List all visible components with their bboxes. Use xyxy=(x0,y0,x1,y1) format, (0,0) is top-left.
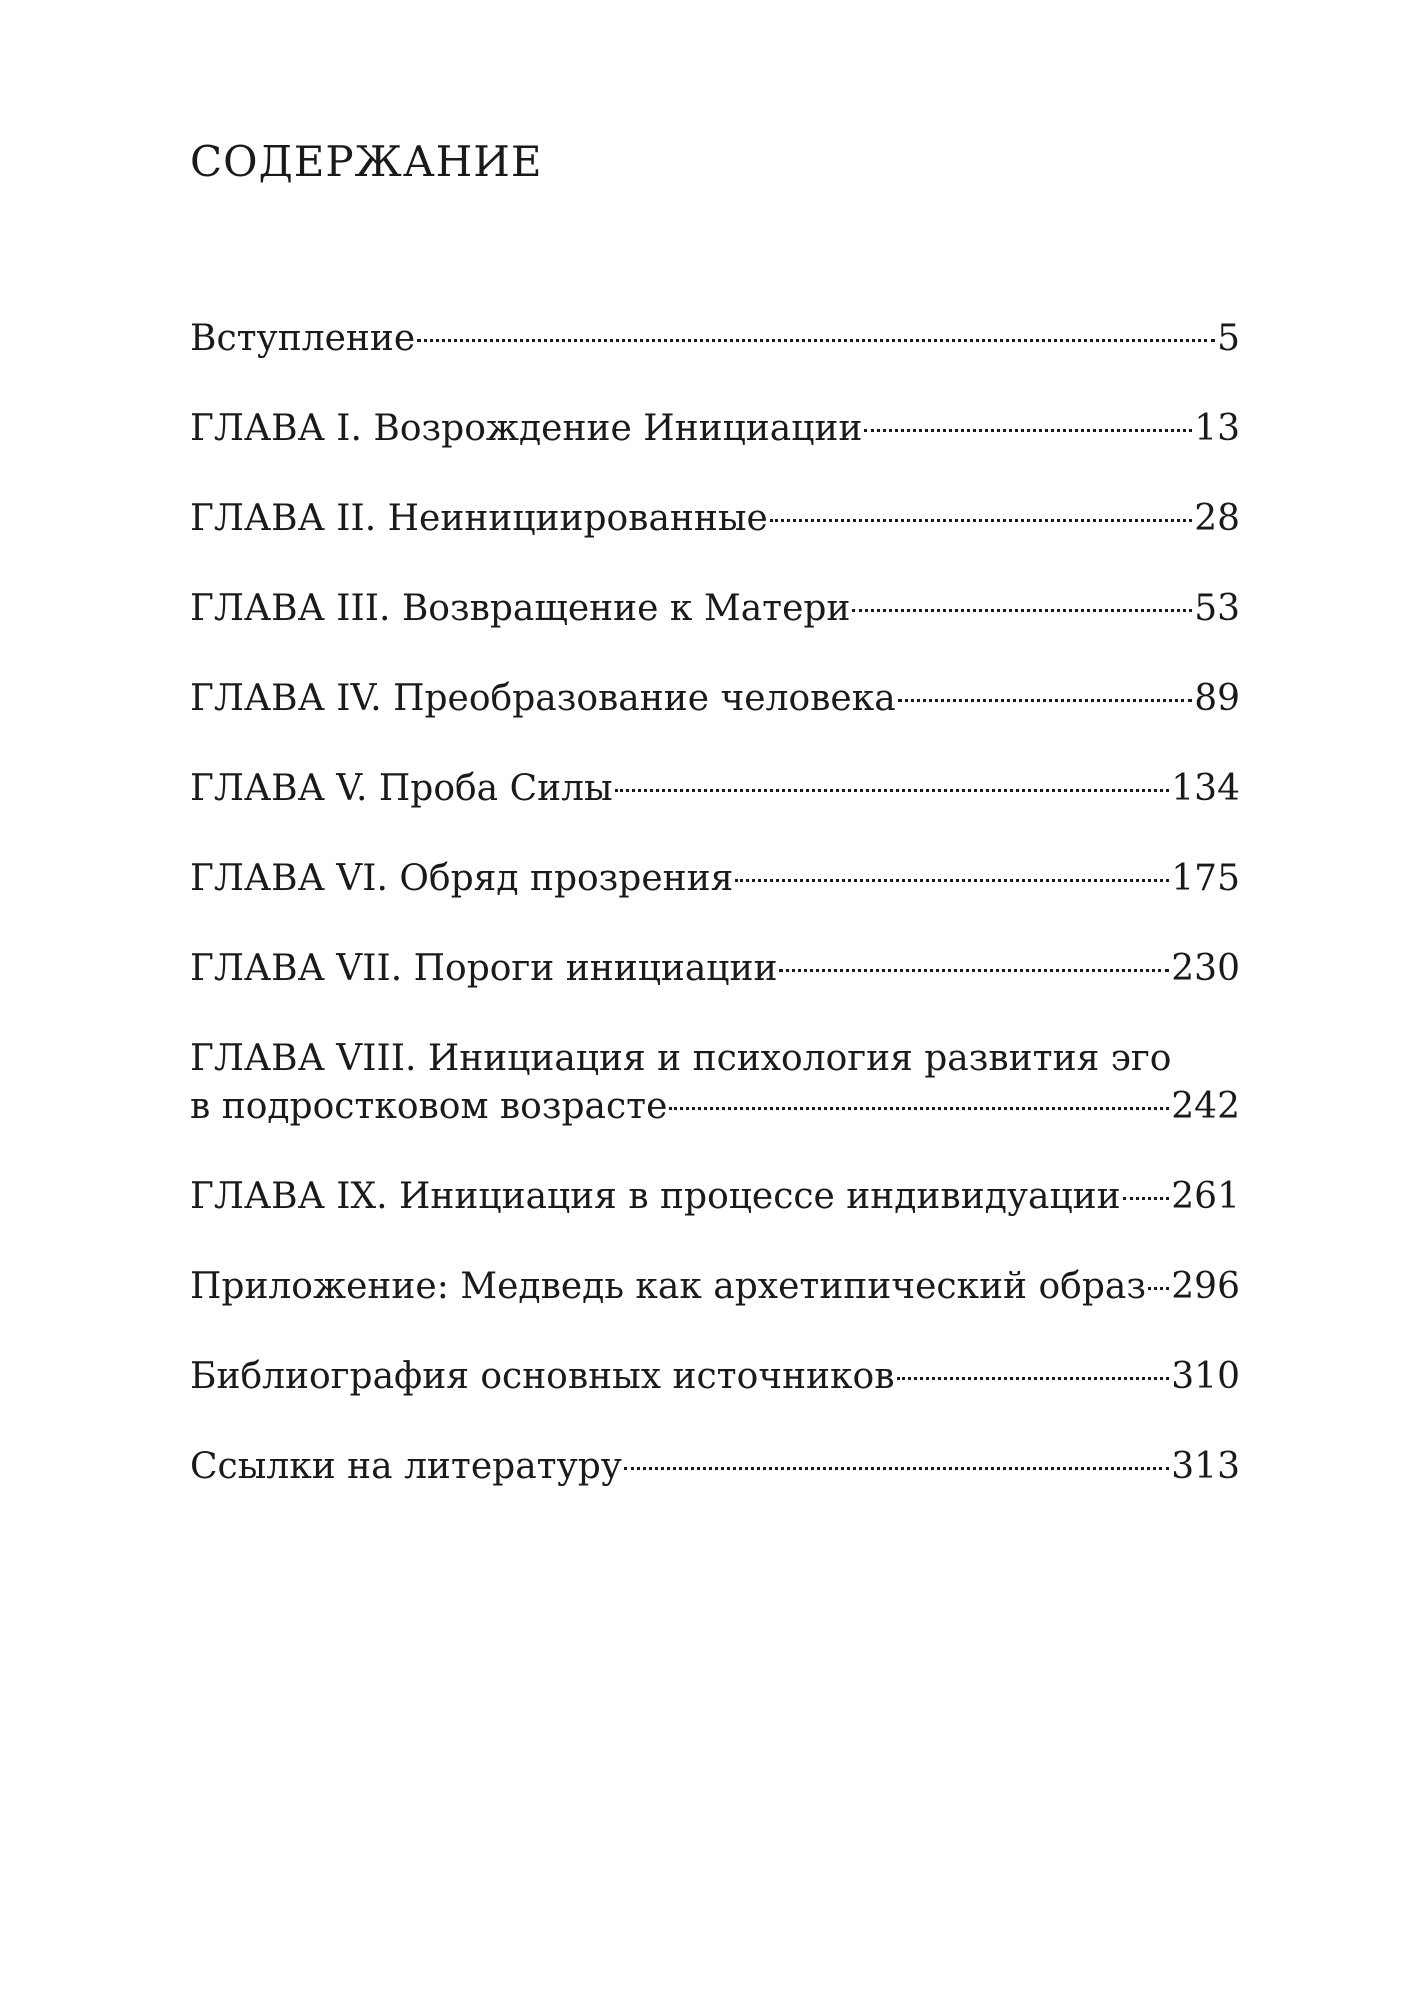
dot-leader xyxy=(897,1377,1170,1380)
dot-leader xyxy=(1148,1287,1169,1290)
toc-entry-chapter-2[interactable] xyxy=(190,495,1240,543)
toc-entry-label: в подростковом возрасте xyxy=(190,1086,668,1127)
toc-entry-introduction[interactable] xyxy=(190,315,1240,363)
toc-entry-page-number: 89 xyxy=(1194,678,1240,719)
page-title: СОДЕРЖАНИЕ xyxy=(190,137,543,186)
dot-leader xyxy=(770,519,1192,522)
toc-entry-label: Библиография основных источников xyxy=(190,1356,895,1397)
toc-entry-label: ГЛАВА V. Проба Силы xyxy=(190,768,613,809)
toc-entry-page-number: 13 xyxy=(1194,408,1240,449)
dot-leader xyxy=(864,429,1192,432)
toc-entry-chapter-9[interactable] xyxy=(190,1173,1240,1221)
toc-entry-label: Ссылки на литературу xyxy=(190,1446,622,1487)
toc-entry-page-number: 134 xyxy=(1171,768,1240,809)
dot-leader xyxy=(735,879,1169,882)
toc-entry-label: ГЛАВА VI. Обряд прозрения xyxy=(190,858,734,899)
toc-entry-page-number: 296 xyxy=(1171,1266,1240,1307)
table-of-contents xyxy=(190,315,1240,1533)
toc-entry-appendix[interactable] xyxy=(190,1263,1240,1311)
toc-entry-chapter-4[interactable] xyxy=(190,675,1240,723)
toc-entry-label: ГЛАВА II. Неинициированные xyxy=(190,498,768,539)
toc-entry-page-number: 313 xyxy=(1171,1446,1240,1487)
dot-leader xyxy=(624,1467,1169,1470)
toc-entry-references[interactable] xyxy=(190,1443,1240,1491)
dot-leader xyxy=(417,339,1215,342)
toc-entry-label: Приложение: Медведь как архетипический образ xyxy=(190,1266,1146,1307)
toc-entry-label-line1: ГЛАВА VIII. Инициация и психология развития эго xyxy=(190,1038,1172,1079)
dot-leader xyxy=(779,969,1169,972)
toc-entry-label: ГЛАВА IV. Преобразование человека xyxy=(190,678,896,719)
toc-entry-label: ГЛАВА III. Возвращение к Матери xyxy=(190,588,851,629)
toc-entry-page-number: 53 xyxy=(1194,588,1240,629)
toc-entry-page-number: 261 xyxy=(1171,1176,1240,1217)
toc-entry-page-number: 28 xyxy=(1194,498,1240,539)
toc-entry-chapter-3[interactable] xyxy=(190,585,1240,633)
toc-entry-page-number: 175 xyxy=(1171,858,1240,899)
toc-entry-chapter-5[interactable] xyxy=(190,765,1240,813)
toc-entry-label: Вступление xyxy=(190,318,416,359)
dot-leader xyxy=(615,789,1170,792)
toc-entry-label: ГЛАВА I. Возрождение Инициации xyxy=(190,408,863,449)
toc-entry-label: ГЛАВА VII. Пороги инициации xyxy=(190,948,778,989)
dot-leader xyxy=(669,1107,1169,1110)
toc-entry-chapter-8[interactable] xyxy=(190,1035,1240,1131)
toc-entry-chapter-6[interactable] xyxy=(190,855,1240,903)
toc-entry-page-number: 5 xyxy=(1217,318,1240,359)
toc-entry-chapter-1[interactable] xyxy=(190,405,1240,453)
dot-leader xyxy=(852,609,1192,612)
toc-entry-chapter-7[interactable] xyxy=(190,945,1240,993)
toc-entry-page-number: 230 xyxy=(1171,948,1240,989)
contents-page xyxy=(190,130,1240,1487)
dot-leader xyxy=(898,699,1193,702)
toc-entry-page-number: 310 xyxy=(1171,1356,1240,1397)
toc-entry-label: ГЛАВА IX. Инициация в процессе индивидуации xyxy=(190,1176,1121,1217)
dot-leader xyxy=(1123,1197,1170,1200)
toc-entry-page-number: 242 xyxy=(1171,1086,1240,1127)
toc-entry-bibliography[interactable] xyxy=(190,1353,1240,1401)
